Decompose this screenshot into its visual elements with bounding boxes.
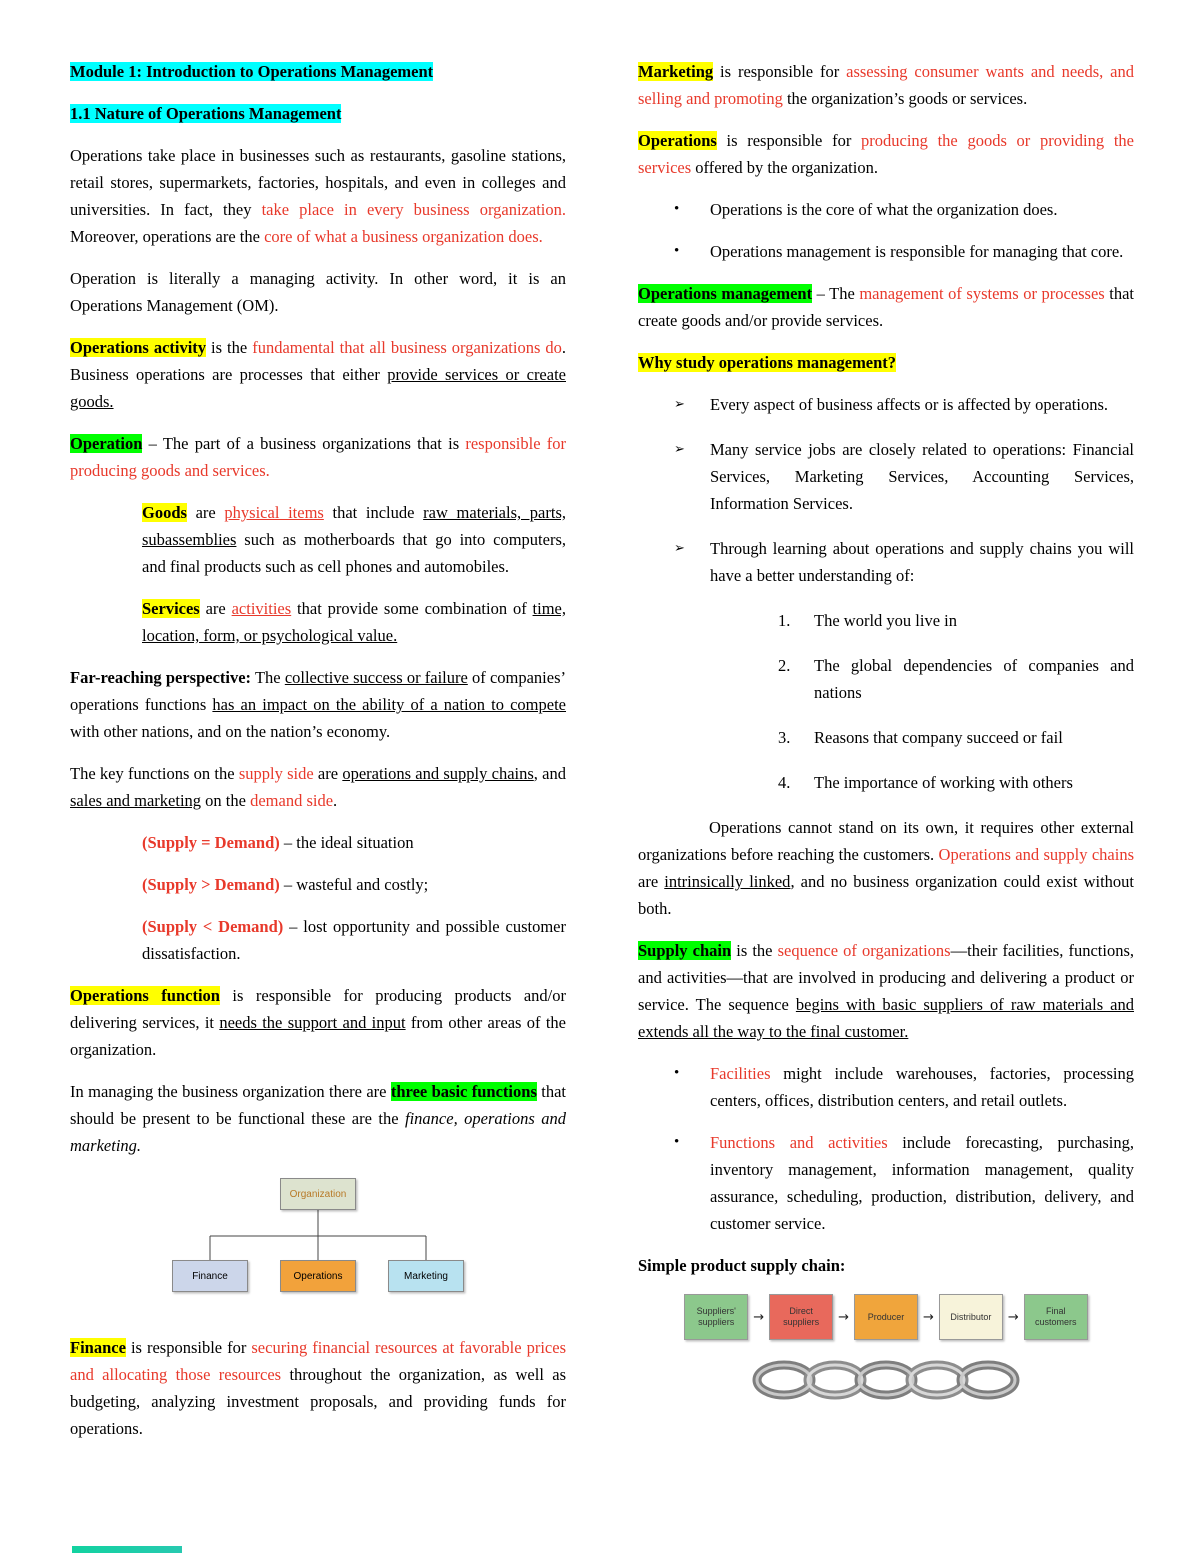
text-run: Reasons that company succeed or fail <box>814 728 1063 747</box>
text-run: The <box>251 668 285 687</box>
list-item-text <box>710 238 1134 265</box>
list-item-text <box>814 652 1134 706</box>
list-item <box>638 652 1134 706</box>
paragraph <box>638 58 1134 112</box>
text-run: demand side <box>250 791 334 810</box>
text-run: The world you live in <box>814 611 957 630</box>
text-run: Supply chain <box>638 941 732 960</box>
text-run: responsible for producing goods and services. <box>70 434 566 480</box>
list-item <box>638 607 1134 634</box>
text-run: has an impact on the ability of a nation to compete <box>212 695 567 714</box>
text-run: activities <box>231 599 292 618</box>
list-item-text <box>710 535 1134 589</box>
text-run: take place in every business organization. <box>261 200 566 219</box>
text-run: Operations take place in businesses such as restaurants, gasoline stations, retail stores, supermarkets, factories, hospitals, and even in colleges and universities. In fact, they <box>70 146 566 219</box>
list-item-text <box>710 1060 1134 1114</box>
list-item <box>638 238 1134 265</box>
paragraph <box>142 913 566 967</box>
paragraph <box>70 982 566 1063</box>
text-run: , and no business organization could exist without both. <box>638 872 1134 918</box>
text-run: Operation <box>70 434 143 453</box>
paragraph <box>70 265 566 319</box>
list-item <box>638 1129 1134 1237</box>
list-marker: ➢ <box>674 541 685 556</box>
text-run: needs the support and input <box>219 1013 406 1032</box>
list-item-text <box>710 436 1134 517</box>
org-node-finance: Finance <box>172 1260 248 1292</box>
list-marker: • <box>674 1065 680 1081</box>
list-item <box>638 769 1134 796</box>
paragraph <box>142 595 566 649</box>
node-distributor: Distributor <box>939 1294 1003 1340</box>
text-run: The global dependencies of companies and nations <box>814 656 1134 702</box>
list-marker: 4. <box>778 773 791 792</box>
text-run: management of systems or processes <box>859 284 1105 303</box>
list-item <box>638 535 1134 589</box>
text-run: are <box>199 599 232 618</box>
text-run: – lost opportunity and possible customer dissatisfaction. <box>142 917 566 963</box>
flow-arrow-icon: → <box>753 1309 765 1325</box>
text-run: are <box>638 872 665 891</box>
text-run: Operation is literally a managing activity. In other word, it is an Operations Management (OM). <box>70 269 566 315</box>
text-run: offered by the organization. <box>691 158 878 177</box>
text-run: is responsible for producing products and/or delivering services, it <box>70 986 566 1032</box>
list-item-text <box>814 724 1134 751</box>
text-run: physical items <box>224 503 324 522</box>
text-run: Goods <box>142 503 187 522</box>
list-marker: 2. <box>778 656 791 675</box>
text-run: is responsible for <box>125 1338 252 1357</box>
text-run: is the <box>731 941 778 960</box>
column-left <box>70 58 566 1457</box>
list-item-text <box>710 196 1134 223</box>
text-run: begins with basic suppliers of raw materials and extends all the way to the final customer. <box>638 995 1135 1041</box>
paragraph <box>70 334 566 415</box>
text-run: Operations is the core of what the organization does. <box>710 200 1058 219</box>
list-item <box>638 391 1134 418</box>
text-run: intrinsically linked <box>664 872 791 891</box>
text-run: is the <box>206 338 253 357</box>
text-run: (Supply > Demand) <box>142 875 280 894</box>
text-run: 1.1 Nature of Operations Management <box>70 104 342 123</box>
list-marker: 1. <box>778 611 791 630</box>
org-node-organization: Organization <box>280 1178 356 1210</box>
list-marker: • <box>674 243 680 259</box>
text-run: are <box>186 503 225 522</box>
list-item-text <box>814 607 1134 634</box>
text-run: that should be present to be functional these are the <box>70 1082 566 1128</box>
text-run: , and <box>533 764 566 783</box>
text-run: Through learning about operations and supply chains you will have a better understanding of: <box>710 539 1134 585</box>
node-producer: Producer <box>854 1294 918 1340</box>
list-item <box>638 1060 1134 1114</box>
text-run: In managing the business organization there are <box>70 1082 391 1101</box>
flow-arrow-icon: → <box>1007 1309 1019 1325</box>
heading <box>638 349 1134 376</box>
text-run: fundamental that all business organizations do <box>252 338 562 357</box>
list-marker: ➢ <box>674 442 685 457</box>
text-run: of companies’ operations functions <box>70 668 566 714</box>
supply-chain-row <box>638 1294 1134 1340</box>
paragraph <box>70 760 566 814</box>
text-run: Many service jobs are closely related to operations: Financial Services, Marketing Services, Accounting Services, Information Services. <box>710 440 1134 513</box>
text-run: (Supply = Demand) <box>142 833 280 852</box>
list-item <box>638 724 1134 751</box>
text-run: Finance <box>70 1338 126 1357</box>
flow-arrow-icon: → <box>838 1309 849 1325</box>
list-item-text <box>814 769 1134 796</box>
text-run: is responsible for <box>713 62 847 81</box>
text-run: The key functions on the <box>70 764 239 783</box>
text-run: – wasteful and costly; <box>279 875 429 894</box>
text-run: securing financial resources at favorable prices and allocating those resources <box>70 1338 566 1384</box>
org-node-marketing: Marketing <box>388 1260 464 1292</box>
text-run: – The part of a business organizations that is <box>142 434 466 453</box>
text-run: raw materials, parts, subassemblies <box>142 503 567 549</box>
org-node-operations: Operations <box>280 1260 356 1292</box>
list-marker: • <box>674 1134 680 1150</box>
text-run: Operations and supply chains <box>938 845 1134 864</box>
text-run: Operations cannot stand on its own, it requires other external organizations before reaching the customers. <box>638 818 1134 864</box>
text-run: with other nations, and on the nation’s economy. <box>70 722 391 741</box>
paragraph <box>142 871 566 898</box>
text-run: collective success or failure <box>284 668 468 687</box>
text-run: Services <box>142 599 200 618</box>
text-run: sequence of organizations <box>777 941 951 960</box>
list-marker: ➢ <box>674 397 685 412</box>
paragraph <box>70 430 566 484</box>
text-run: – The <box>812 284 860 303</box>
paragraph <box>70 1334 566 1442</box>
text-run: supply side <box>238 764 314 783</box>
text-run: provide services or create goods. <box>70 365 566 411</box>
text-run: Far-reaching perspective: <box>70 668 252 687</box>
heading <box>638 1252 1134 1279</box>
text-run: Every aspect of business affects or is affected by operations. <box>710 395 1109 414</box>
column-right <box>638 58 1134 1457</box>
paragraph <box>142 499 566 580</box>
text-run: core of what a business organization does. <box>264 227 543 246</box>
list-marker: 3. <box>778 728 791 747</box>
chain-links-image <box>751 1354 1021 1406</box>
text-run: assessing consumer wants and needs, and selling and promoting <box>638 62 1134 108</box>
paragraph <box>70 1078 566 1159</box>
list-marker: • <box>674 201 680 217</box>
paragraph <box>638 127 1134 181</box>
text-run: such as motherboards that go into computers, and final products such as cell phones and automobiles. <box>142 530 566 576</box>
text-run: Moreover, operations are the <box>70 227 265 246</box>
paragraph <box>638 937 1134 1045</box>
text-run: Operations management is responsible for managing that core. <box>710 242 1124 261</box>
text-run: . <box>333 791 338 810</box>
text-run: include forecasting, purchasing, inventory management, information management, quality assurance, scheduling, production, distribution, delivery, and customer service. <box>710 1133 1134 1233</box>
text-run: finance, operations and marketing. <box>70 1109 566 1155</box>
text-run: that create goods and/or provide services. <box>638 284 1134 330</box>
text-run: are <box>313 764 343 783</box>
text-run: Marketing <box>638 62 714 81</box>
text-run: throughout the organization, as well as budgeting, analyzing investment proposals, and providing funds for operations. <box>70 1365 567 1438</box>
flow-arrow-icon: → <box>923 1309 934 1325</box>
paragraph <box>638 280 1134 334</box>
supply-chain-diagram <box>638 1294 1134 1406</box>
text-run: Functions and activities <box>710 1133 888 1152</box>
text-run: Operations activity <box>70 338 207 357</box>
text-run: Why study operations management? <box>638 353 897 372</box>
text-run: Simple product supply chain: <box>638 1256 846 1275</box>
paragraph <box>142 829 566 856</box>
text-run: is responsible for <box>716 131 861 150</box>
text-run: Facilities <box>710 1064 771 1083</box>
list-item-text <box>710 1129 1134 1237</box>
node-final-customers: Final customers <box>1024 1294 1088 1340</box>
paragraph <box>70 664 566 745</box>
text-run: the organization’s goods or services. <box>782 89 1028 108</box>
paragraph <box>70 142 566 250</box>
text-run: – the ideal situation <box>279 833 414 852</box>
organization-chart-diagram <box>70 1174 566 1316</box>
text-run: —their facilities, functions, and activities—that are involved in producing and delivering a product or service. The sequence <box>638 941 1134 1014</box>
list-item-text <box>710 391 1134 418</box>
text-run: Operations management <box>638 284 813 303</box>
text-run: three basic functions <box>390 1082 537 1101</box>
text-run: producing the goods or providing the services <box>638 131 1134 177</box>
text-run: (Supply < Demand) <box>142 917 284 936</box>
text-run: from other areas of the organization. <box>70 1013 566 1059</box>
text-run: . Business operations are processes that either <box>70 338 566 384</box>
heading <box>70 100 566 127</box>
text-run: that include <box>323 503 424 522</box>
text-run: might include warehouses, factories, processing centers, offices, distribution centers, and retail outlets. <box>710 1064 1134 1110</box>
text-run: The importance of working with others <box>814 773 1073 792</box>
text-run: on the <box>201 791 251 810</box>
heading <box>70 58 566 85</box>
node-direct-suppliers: Direct suppliers <box>769 1294 833 1340</box>
next-page-heading-cutoff-highlight <box>72 1546 182 1553</box>
paragraph <box>638 814 1134 922</box>
list-item <box>638 196 1134 223</box>
text-run: Operations function <box>70 986 220 1005</box>
text-run: Module 1: Introduction to Operations Management <box>70 62 434 81</box>
text-run: that provide some combination of <box>291 599 533 618</box>
text-run: sales and marketing <box>70 791 202 810</box>
text-run: Operations <box>638 131 717 150</box>
list-item <box>638 436 1134 517</box>
node-suppliers-suppliers: Suppliers' suppliers <box>684 1294 748 1340</box>
text-run: operations and supply chains <box>342 764 534 783</box>
text-run: time, location, form, or psychological value. <box>142 599 566 645</box>
